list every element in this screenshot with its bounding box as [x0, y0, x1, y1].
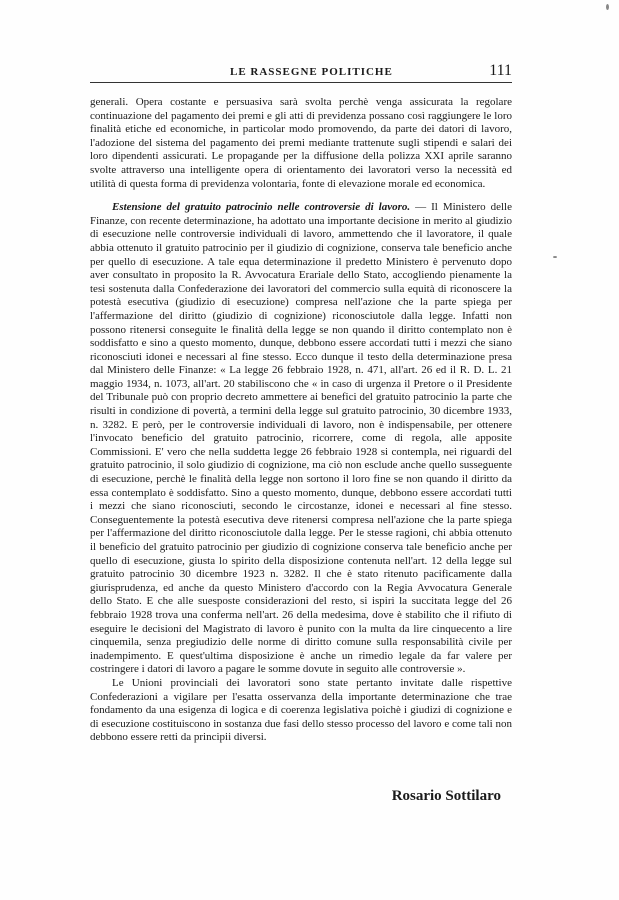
running-title: LE RASSEGNE POLITICHE	[230, 66, 393, 78]
scan-speck	[553, 256, 557, 258]
section-heading: Estensione del gratuito patrocinio nelle controversie di lavoro.	[112, 201, 411, 214]
paragraph-gratuito-patrocinio	[90, 201, 512, 677]
author-signature: Rosario Sottilaro	[391, 788, 501, 804]
scan-speck	[606, 4, 609, 10]
running-head	[90, 64, 512, 82]
article-body	[90, 96, 512, 745]
section-body: — Il Ministero delle Finanze, con recente determinazione, ha adottato una importante decisione in merito al giudizio di esecuzione nelle controversie individuali di lavoro, ammettendo che il lavoratore, il quale abbia ottenuto il gratuito patrocinio per il giudizio di cognizione, conserva tale beneficio anche per quello di esecuzione. A tale equa determinazione il predetto Ministero è pervenuto dopo aver consultato in proposito la R. Avvocatura Erariale dello Stato, accogliendo pienamente la tesi sostenuta dalla Confederazione dei lavoratori del commercio sulla equità di riconoscere la potestà esecutiva (giudizio di esecuzione) compresa nell'azione che la parte spiega per l'affermazione del diritto (giudizio di cognizione) riconosciutole dalla legge. Infatti non possono ritenersi conseguite le finalità della legge se non quando il diritto contemplato non è soddisfatto e sino a questo momento, dunque, debbono essere accordati tutti i mezzi che siano riconosciuti idonei e necessari al fine stesso. Ecco dunque il testo della determinazione presa dal Ministero delle Finanze: « La legge 26 febbraio 1928, n. 471, all'art. 26 ed il R. D. L. 21 maggio 1934, n. 1073, all'art. 20 stabiliscono che « in caso di urgenza il Pretore o il Presidente del Tribunale può con proprio decreto ammettere ai benefici del gratuito patrocinio la parte che risulti in condizione di povertà, a termini della legge sul gratuito patrocinio, 30 dicembre 1933, n. 3282. E però, per le controversie individuali di lavoro, non è indispensabile, per ottenere l'invocato beneficio del gratuito patrocinio, ricorrere, come di regola, alle apposite Commissioni. E' vero che nella suddetta legge 26 febbraio 1928 si contempla, nei riguardi del gratuito patrocinio, il solo giudizio di cognizione, ma ciò non esclude anche quello susseguente di esecuzione, perchè le finalità della legge non sortono il loro fine se non quando il diritto da essa contemplato è soddisfatto. Sino a questo momento, dunque, debbono essere accordati tutti i mezzi che siano riconosciuti, secondo le circostanze, idonei e necessari al fine stesso. Conseguentemente la potestà esecutiva deve ritenersi compresa nell'azione che la parte spiega per l'affermazione del diritto riconosciutole dalla legge. Per le stesse ragioni, chi abbia ottenuto il beneficio del gratuito patrocinio per giudizio di cognizione conserva tale beneficio anche per quello di esecuzione, giusta lo spirito della disposizione contenuta nell'art. 12 della legge sul gratuito patrocinio 30 dicembre 1923 n. 3282. Il che è stato ritenuto pacificamente dalla giurisprudenza, ed anche da questo Ministero d'accordo con la Regia Avvocatura Generale dello Stato. E che alle suesposte considerazioni del resto, si ispiri la succitata legge del 26 febbraio 1928 trova una conferma nell'art. 26 della medesima, dove è stabilito che il rifiuto di eseguire le decisioni del Magistrato di lavoro è punito con la multa da lire cinquecento a lire cinquemila, senza pregiudizio delle norme di diritto comune sulla responsabilità civile per inadempimento. E quest'ultima disposizione è anche un rimedio legale da far valere per costringere i datori di lavoro a pagare le somme dovute in seguito alle controversie ».	[90, 201, 512, 676]
paragraph-previdenza: generali. Opera costante e persuasiva sarà svolta perchè venga assicurata la regolare continuazione del pagamento dei premi e gli atti di previdenza possano così raggiungere le loro finalità etiche ed economiche, in particolar modo promovendo, da parte dei datori di lavoro, l'adozione del sistema del pagamento dei premi mediante trattenute sugli stipendi e salari dei loro dipendenti assicurati. Le propagande per la diffusione della polizza XXI aprile saranno svolte attraverso una intelligente opera di orientamento dei lavoratori verso la necessità ed utilità di questa forma di previdenza volontaria, fonte di elevazione morale ed economica.	[90, 96, 512, 190]
paragraph-unioni-provinciali: Le Unioni provinciali dei lavoratori sono state pertanto invitate dalle rispettive Confederazioni a vigilare per l'esatta osservanza della importante determinazione che trae fondamento da una esigenza di logica e di coerenza legislativa poichè i giudizi di cognizione e di esecuzione costituiscono in sostanza due fasi dello stesso processo del lavoro e come tali non debbono essere retti da principii diversi.	[90, 676, 512, 744]
page-number: 111	[489, 62, 512, 79]
header-rule	[90, 82, 512, 83]
